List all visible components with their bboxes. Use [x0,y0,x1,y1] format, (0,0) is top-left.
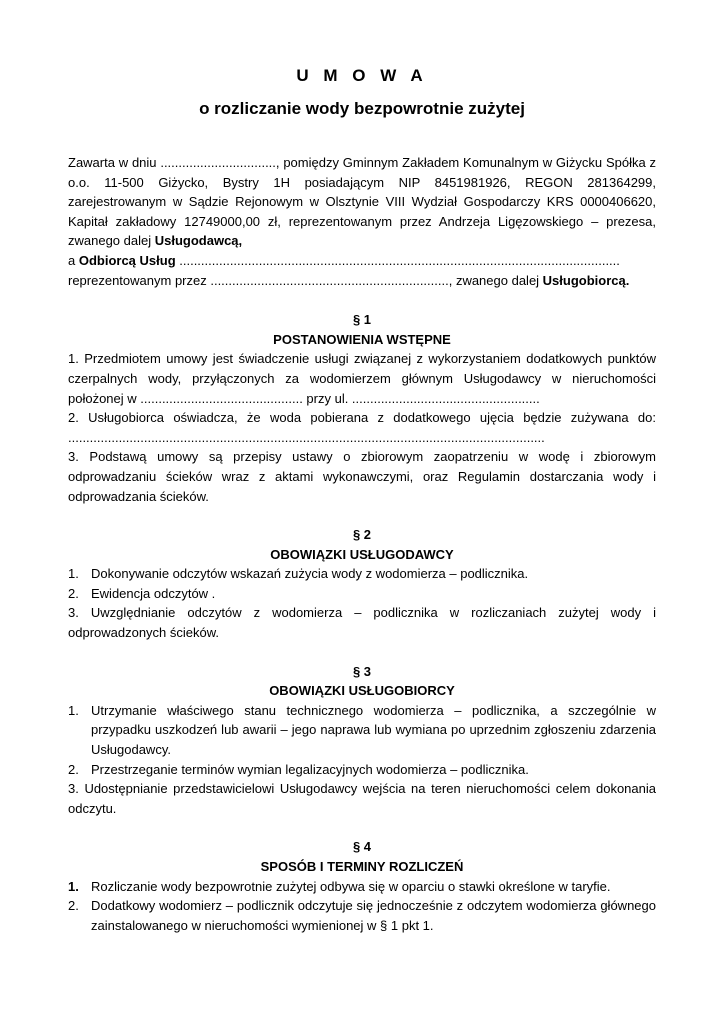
list-text: Utrzymanie właściwego stanu technicznego wodomierza – podlicznika, a szczególnie w przypadku uszkodzeń lub awarii – jego naprawa lub wymiana po uprzednim zgłoszeniu zdarzenia Usługodawcy. [91,702,656,758]
section-2-point-2 [68,584,656,604]
section-2-point-3: 3. Uwzględnianie odczytów z wodomierza – podlicznika w rozliczaniach zużytej wody i odprowadzonych ścieków. [68,605,656,641]
intro-usługobiorca-bold: Usługobiorcą. [542,272,630,288]
intro-odbiorca-line [68,251,656,271]
document-subtitle: o rozliczanie wody bezpowrotnie zużytej [199,99,525,118]
intro-bold-usługodawca: Usługodawcą, [154,233,243,249]
section-4-point-2 [68,896,656,935]
list-number: 2. [68,585,79,601]
list-text: Dokonywanie odczytów wskazań zużycia wody z wodomierza – podlicznika. [91,566,529,582]
list-number: 1. [68,702,79,718]
intro-a-prefix: a [68,252,79,268]
intro-odbiorca-dots: .......................................................................................................................... [175,252,620,268]
section-3-title: OBOWIĄZKI USŁUGOBIORCY [269,683,455,699]
document-title: U M O W A [296,66,428,85]
section-2-number: § 2 [352,527,372,543]
section-4-number: § 4 [352,839,372,855]
list-text: Przestrzeganie terminów wymian legalizacyjnych wodomierza – podlicznika. [91,761,529,777]
intro-odbiorca-bold: Odbiorcą Usług [78,252,176,268]
list-number: 2. [68,761,79,777]
intro-rep-text: reprezentowanym przez .................................................................., zwanego dalej [68,272,543,288]
section-3-number: § 3 [352,663,372,679]
section-4-title: SPOSÓB I TERMINY ROZLICZEŃ [260,859,464,874]
list-number: 1. [68,878,79,894]
list-text: Dodatkowy wodomierz – podlicznik odczytuje się jednocześnie z odczytem wodomierza głównego zainstalowanego w nieruchomości wymienionej w § 1 pkt 1. [91,898,656,933]
document-page [68,64,656,935]
intro-text: Zawarta w dniu ................................, pomiędzy Gminnym Zakładem Komunalnym w Giżycku Spółka z o.o. 11-500 Giżycko, Bystry 1H posiadającym NIP 8451981926, REGON 281364299, zarejestrowanym w Sądzie Rejonowym w Olsztynie VIII Wydział Gospodarczy KRS 0000406620, Kapitał zakładowy 12749000,00 zł, reprezentowanym przez Andrzeja Ligęzowskiego – prezesa, zwanego dalej [68,155,656,249]
section-1-title: POSTANOWIENIA WSTĘPNE [273,331,451,347]
intro-paragraph [68,153,656,251]
section-1-point-2: 2. Usługobiorca oświadcza, że woda pobierana z dodatkowego ujęcia będzie zużywana do: .................................................................................................................................... [68,410,656,445]
list-text: Rozliczanie wody bezpowrotnie zużytej odbywa się w oparciu o stawki określone w taryfie. [91,878,611,894]
section-3-point-3: 3. Udostępnianie przedstawicielowi Usługodawcy wejścia na teren nieruchomości celem dokonania odczytu. [68,781,656,816]
list-number: 2. [68,898,79,914]
section-1-point-1: 1. Przedmiotem umowy jest świadczenie usługi związanej z wykorzystaniem dodatkowych punktów czerpalnych wody, przyłączonych za wodomierzem głównym Usługodawcy w nieruchomości położonej w ............................................. przy ul. .................................................... [68,351,656,406]
section-1-number: § 1 [352,312,372,328]
intro-representative-line [68,271,656,291]
section-4-point-1 [68,877,656,897]
section-3-point-2 [68,760,656,780]
section-1-point-3: 3. Podstawą umowy są przepisy ustawy o zbiorowym zaopatrzeniu w wodę i zbiorowym odprowadzaniu ścieków wraz z aktami wykonawczymi, oraz Regulamin dostarczania wody i odprowadzania ścieków. [68,449,656,504]
section-2-title: OBOWIĄZKI USŁUGODAWCY [270,546,454,562]
section-3-point-1 [68,701,656,760]
section-2-point-1 [68,564,656,584]
list-number: 1. [68,566,79,582]
list-text: Ewidencja odczytów . [91,585,216,601]
